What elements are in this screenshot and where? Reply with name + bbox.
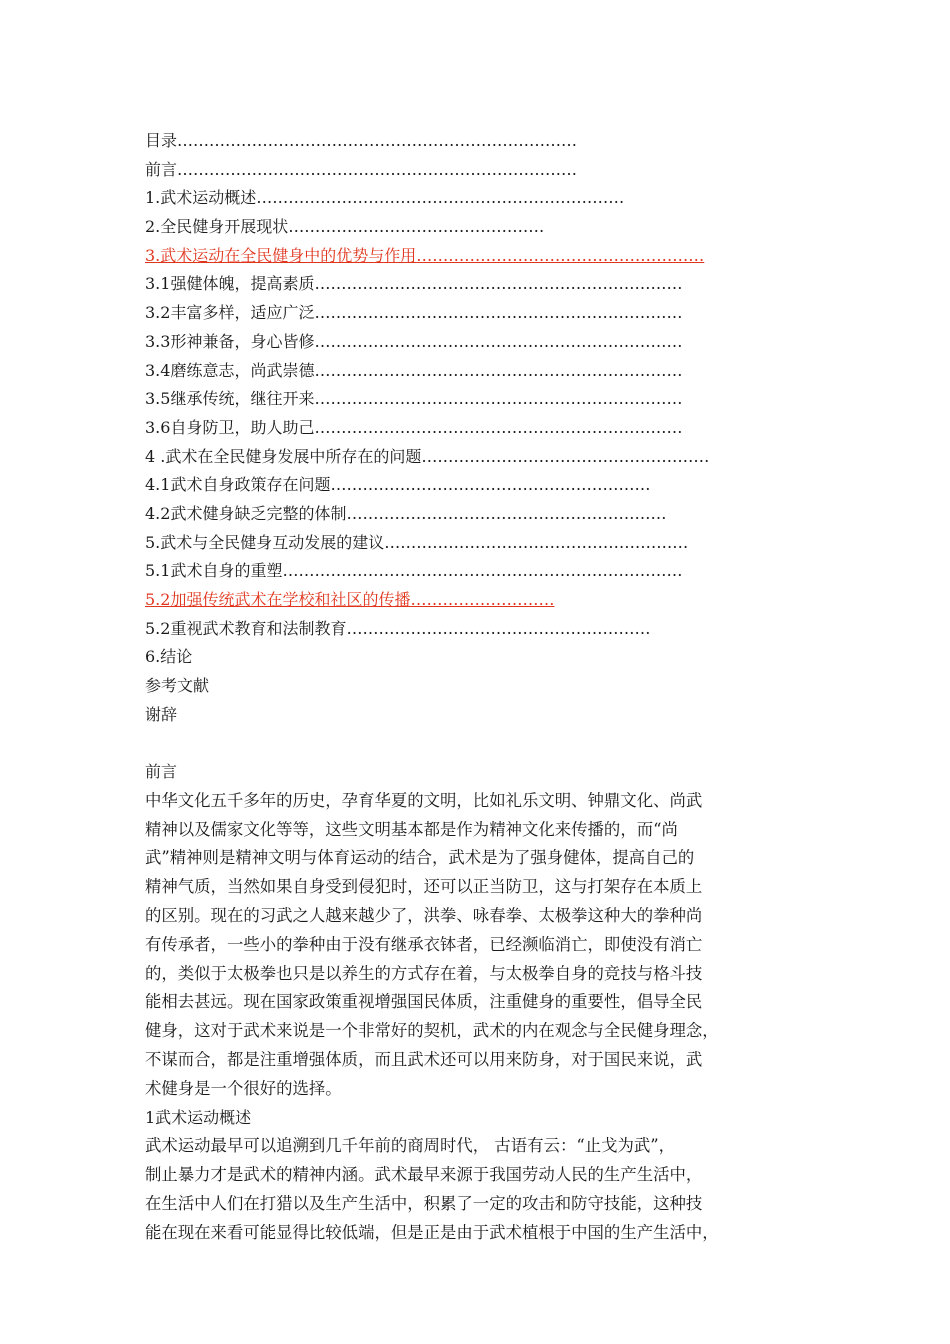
paragraph-line: 不谋而合，都是注重增强体质，而且武术还可以用来防身，对于国民来说，武 <box>145 1049 703 1069</box>
toc-leader-dots: ………………………………………………………………… <box>282 561 683 581</box>
paragraph-line: 能相去甚远。现在国家政策重视增强国民体质，注重健身的重要性，倡导全民 <box>145 992 703 1012</box>
paragraph-line: 精神气质，当然如果自身受到侵犯时，还可以正当防卫，这与打架存在本质上 <box>145 877 703 897</box>
toc-link[interactable] <box>145 586 825 615</box>
toc-leader-dots: ……………………………………………… <box>416 245 705 265</box>
toc-leader-dots: ……………………… <box>410 590 555 609</box>
document-body <box>145 758 825 1248</box>
toc-entry-title: 1.武术运动概述 <box>145 188 257 208</box>
toc-entry-title: 3.2丰富多样，适应广泛 <box>145 303 315 323</box>
toc-leader-dots: …………………………………………………………… <box>314 417 683 437</box>
toc-entry <box>145 471 825 500</box>
toc-leader-dots: …………………………………………………………… <box>314 274 683 294</box>
toc-entry <box>145 127 825 156</box>
toc-leader-dots: ………………………………………………… <box>346 618 651 638</box>
table-of-contents <box>145 127 825 729</box>
paragraph-line: 中华文化五千多年的历史，孕育华夏的文明，比如礼乐文明、钟鼎文化、尚武 <box>145 790 703 810</box>
toc-entry-title: 3.6自身防卫，助人助己 <box>145 417 315 437</box>
toc-leader-dots: …………………………………………………………… <box>256 188 625 208</box>
paragraph-line: 武”精神则是精神文明与体育运动的结合，武术是为了强身健体，提高自己的 <box>145 848 695 868</box>
section1-heading: 1武术运动概述 <box>145 1107 252 1127</box>
toc-entry <box>145 672 825 701</box>
toc-entry-title: 5.1武术自身的重塑 <box>145 561 283 581</box>
toc-entry-title: 5.2重视武术教育和法制教育 <box>145 618 347 638</box>
toc-entry <box>145 701 825 730</box>
toc-leader-dots: …………………………………………………… <box>330 475 651 495</box>
paragraph-line: 武术运动最早可以追溯到几千年前的商周时代， 古语有云：“止戈为武”， <box>145 1136 676 1156</box>
toc-entry <box>145 270 825 299</box>
toc-entry <box>145 385 825 414</box>
paragraph-line: 的，类似于太极拳也只是以养生的方式存在着，与太极拳自身的竞技与格斗技 <box>145 963 703 983</box>
toc-entry-title: 5.武术与全民健身互动发展的建议 <box>145 532 385 552</box>
toc-leader-dots: ………………………………………………… <box>384 532 689 552</box>
toc-entry <box>145 357 825 386</box>
paragraph-line: 术健身是一个很好的选择。 <box>145 1078 342 1098</box>
toc-entry <box>145 184 825 213</box>
paragraph-line: 在生活中人们在打猎以及生产生活中，积累了一定的攻击和防守技能，这种技 <box>145 1193 703 1213</box>
preface-paragraph <box>145 787 825 1104</box>
toc-entry <box>145 328 825 357</box>
toc-entry <box>145 213 825 242</box>
section1-paragraph <box>145 1132 825 1247</box>
toc-entry-title: 3.3形神兼备，身心皆修 <box>145 331 315 351</box>
toc-leader-dots: …………………………………………………… <box>346 503 667 523</box>
toc-entry-title: 目录 <box>145 131 178 150</box>
toc-entry <box>145 414 825 443</box>
paragraph-line: 制止暴力才是武术的精神内涵。武术最早来源于我国劳动人民的生产生活中， <box>145 1165 703 1185</box>
toc-entry <box>145 557 825 586</box>
toc-entry <box>145 643 825 672</box>
toc-entry-title: 前言 <box>145 159 178 179</box>
toc-entry <box>145 156 825 185</box>
toc-leader-dots: …………………………………………………………… <box>314 360 683 380</box>
toc-leader-dots: …………………………………………………………… <box>314 303 683 323</box>
toc-entry <box>145 615 825 644</box>
toc-leader-dots: ………………………………………… <box>288 217 545 237</box>
toc-entry-title: 谢辞 <box>145 704 178 724</box>
toc-entry-title: 3.4磨练意志，尚武崇德 <box>145 360 315 380</box>
paragraph-line: 的区别。现在的习武之人越来越少了，洪拳、咏春拳、太极拳这种大的拳种尚 <box>145 905 703 925</box>
preface-heading: 前言 <box>145 762 178 781</box>
paragraph-line: 能在现在来看可能显得比较低端，但是正是由于武术植根于中国的生产生活中， <box>145 1222 719 1242</box>
toc-entry-title: 3.武术运动在全民健身中的优势与作用 <box>145 245 417 265</box>
toc-link[interactable] <box>145 242 825 271</box>
paragraph-line: 有传承者，一些小的拳种由于没有继承衣钵者，已经濒临消亡，即使没有消亡 <box>145 934 703 954</box>
paragraph-line: 健身，这对于武术来说是一个非常好的契机，武术的内在观念与全民健身理念， <box>145 1021 719 1041</box>
toc-leader-dots: ………………………………………………………………… <box>177 131 578 150</box>
toc-entry-title: 6.结论 <box>145 647 193 667</box>
toc-entry-title: 3.1强健体魄，提高素质 <box>145 274 315 294</box>
toc-entry-title: 2.全民健身开展现状 <box>145 217 289 237</box>
toc-leader-dots: ………………………………………………………………… <box>177 159 578 179</box>
toc-entry-title: 5.2加强传统武术在学校和社区的传播 <box>145 590 411 609</box>
toc-entry-title: 4 .武术在全民健身发展中所存在的问题 <box>145 446 422 466</box>
toc-entry-title: 4.1武术自身政策存在问题 <box>145 475 331 495</box>
toc-entry-title: 参考文献 <box>145 676 210 696</box>
toc-leader-dots: …………………………………………………………… <box>314 331 683 351</box>
toc-entry <box>145 500 825 529</box>
toc-entry <box>145 443 825 472</box>
toc-leader-dots: ……………………………………………… <box>421 446 710 466</box>
toc-entry-title: 3.5继承传统，继往开来 <box>145 389 315 409</box>
toc-entry <box>145 529 825 558</box>
toc-entry <box>145 299 825 328</box>
toc-leader-dots: …………………………………………………………… <box>314 389 683 409</box>
paragraph-line: 精神以及儒家文化等等，这些文明基本都是作为精神文化来传播的，而“尚 <box>145 819 678 839</box>
toc-entry-title: 4.2武术健身缺乏完整的体制 <box>145 503 347 523</box>
